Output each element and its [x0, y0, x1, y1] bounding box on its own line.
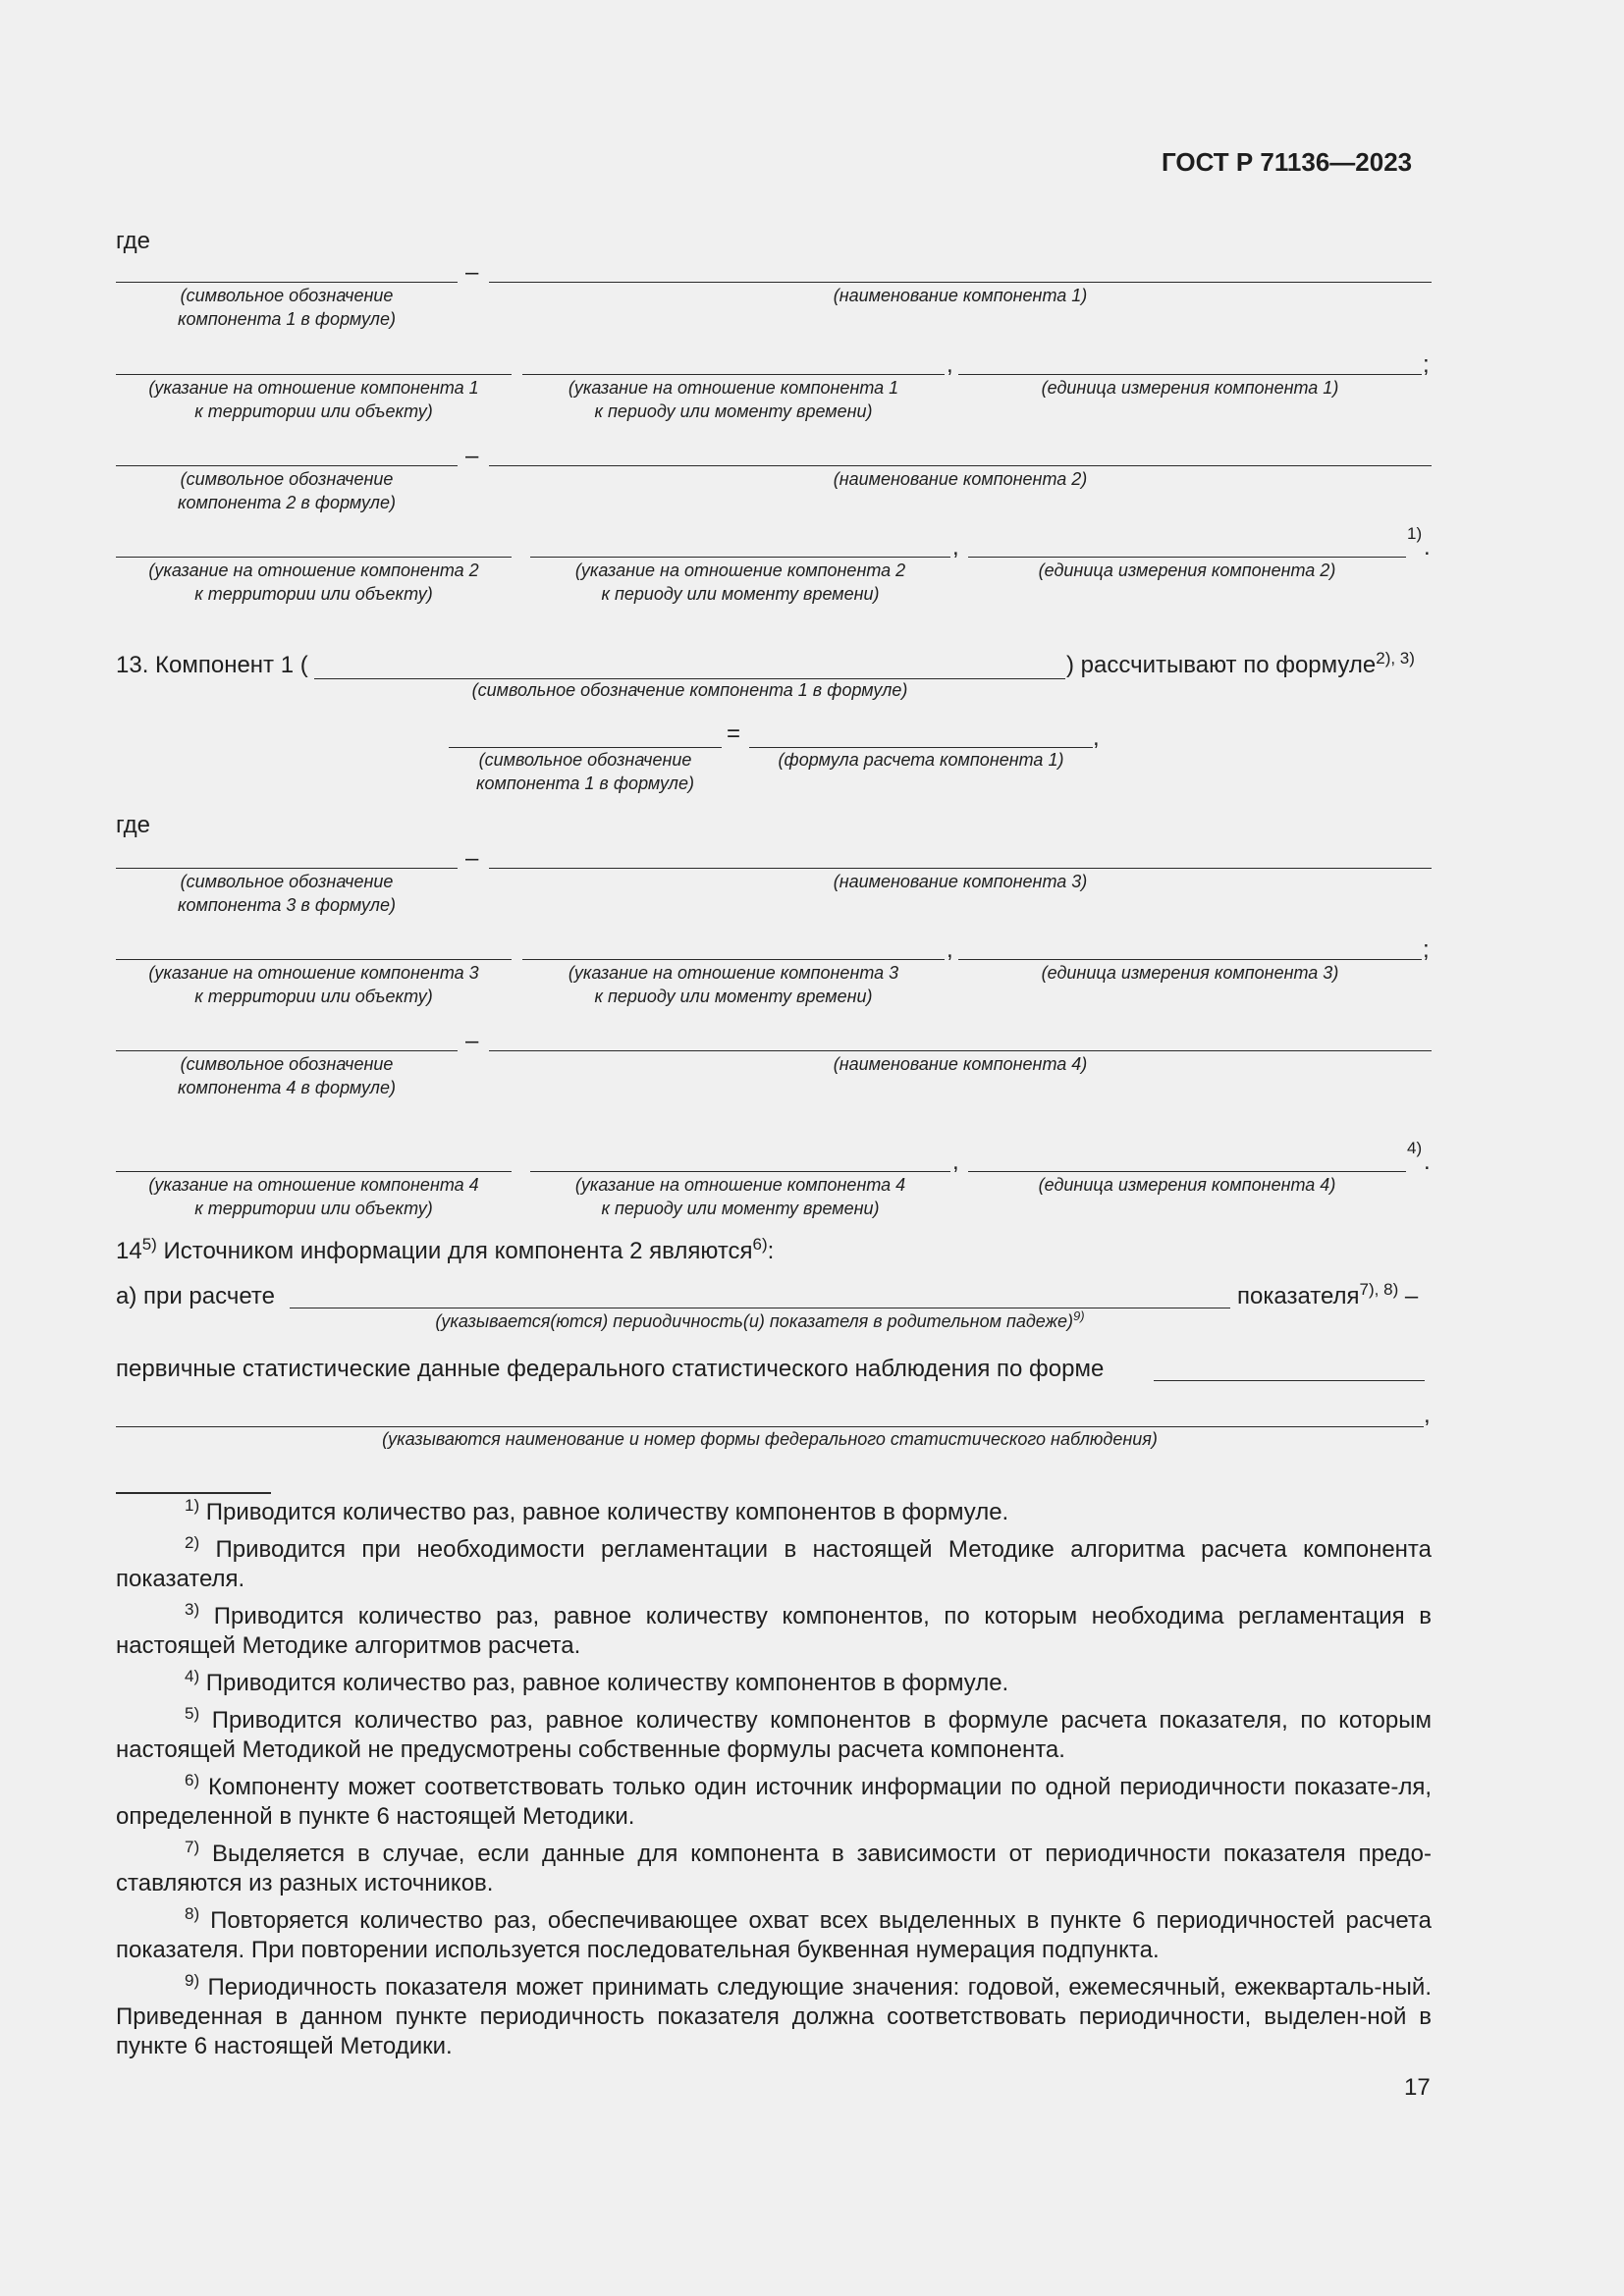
c2-territory-line — [116, 557, 512, 558]
c1-symbol-line — [116, 282, 458, 283]
document-code: ГОСТ Р 71136—2023 — [1162, 147, 1413, 177]
c1-unit-line — [958, 374, 1422, 375]
footnote-1: $^{1)}$ Приводится количество раз, равное количеству компонентов в формуле. — [185, 1496, 1009, 1525]
c1-period-line — [522, 374, 945, 375]
c2-symbol-caption: (символьное обозначение компонента 2 в формуле) — [178, 469, 396, 512]
footnote-separator — [116, 1492, 271, 1494]
c3-unit-line — [958, 959, 1422, 960]
comma: , — [1424, 1402, 1431, 1428]
formula-calc-caption: (формула расчета компонента 1) — [778, 750, 1064, 770]
c3-name-line — [489, 868, 1432, 869]
footnote-3: $^{3)}$ Приводится количество раз, равное количеству компонентов, по которым необходима регламентация в настоящей Методике алгоритмов расчета. — [116, 1600, 1432, 1659]
c4-unit-caption: (единица измерения компонента 4) — [1038, 1175, 1336, 1195]
form-short-line — [1154, 1380, 1425, 1381]
comma: , — [952, 1148, 959, 1175]
c3-territory-line — [116, 959, 512, 960]
dash: – — [465, 845, 479, 872]
comma: , — [947, 351, 953, 378]
c2-name-caption: (наименование компонента 2) — [833, 469, 1088, 489]
item13-prefix: 13. Компонент 1 ( — [116, 652, 308, 678]
c4-unit-line — [968, 1171, 1406, 1172]
item14-a-caption: (указывается(ются) периодичность(и) показателя в родительном падеже)$^{9)}$ — [435, 1308, 1085, 1331]
c4-territory-caption: (указание на отношение компонента 4 к территории или объекту) — [148, 1175, 479, 1218]
item14-a-prefix: а) при расчете — [116, 1283, 275, 1309]
dash: – — [465, 1028, 479, 1054]
period-mark: . — [1424, 534, 1431, 561]
c1-name-line — [489, 282, 1432, 283]
primary-data-text: первичные статистические данные федерального статистического наблюдения по форме — [116, 1356, 1105, 1382]
footnote-2: $^{2)}$ Приводится при необходимости регламентации в настоящей Методике алгоритма расчета компонента показателя. — [116, 1533, 1432, 1592]
item13-suffix: ) рассчитывают по формуле$^{2), 3)}$ — [1066, 649, 1415, 678]
c3-territory-caption: (указание на отношение компонента 3 к территории или объекту) — [148, 963, 479, 1006]
footnote-6: $^{6)}$ Компоненту может соответствовать только один источник информации по одной периодичности показате-ля, определенной в пункте 6 настоящей Методики. — [116, 1771, 1432, 1830]
c4-period-line — [530, 1171, 950, 1172]
item14-a-suffix: показателя$^{7), 8)}$ – — [1237, 1280, 1419, 1309]
c3-unit-caption: (единица измерения компонента 3) — [1041, 963, 1339, 983]
c2-symbol-line — [116, 465, 458, 466]
form-caption: (указываются наименование и номер формы федерального статистического наблюдения) — [382, 1429, 1158, 1449]
c4-name-caption: (наименование компонента 4) — [833, 1054, 1088, 1074]
c4-footnote-ref: 4) — [1407, 1139, 1423, 1157]
c4-symbol-line — [116, 1050, 458, 1051]
dash: – — [465, 443, 479, 469]
footnote-4: $^{4)}$ Приводится количество раз, равное количеству компонентов в формуле. — [185, 1667, 1009, 1696]
c4-symbol-caption: (символьное обозначение компонента 4 в формуле) — [178, 1054, 396, 1097]
comma: , — [947, 936, 953, 963]
c3-period-line — [522, 959, 945, 960]
c1-unit-caption: (единица измерения компонента 1) — [1041, 378, 1339, 398]
formula-symbol-caption: (символьное обозначение компонента 1 в формуле) — [476, 750, 694, 793]
item13-symbol-caption: (символьное обозначение компонента 1 в формуле) — [471, 680, 908, 700]
comma: , — [952, 534, 959, 561]
c3-symbol-line — [116, 868, 458, 869]
c1-period-caption: (указание на отношение компонента 1 к периоду или моменту времени) — [568, 378, 899, 421]
dash: – — [465, 259, 479, 286]
c3-name-caption: (наименование компонента 3) — [833, 872, 1088, 891]
c4-name-line — [489, 1050, 1432, 1051]
where-label: где — [116, 812, 151, 838]
c4-period-caption: (указание на отношение компонента 4 к периоду или моменту времени) — [574, 1175, 906, 1218]
c1-symbol-caption: (символьное обозначение компонента 1 в формуле) — [178, 286, 396, 329]
period-mark: . — [1424, 1148, 1431, 1175]
c2-period-caption: (указание на отношение компонента 2 к периоду или моменту времени) — [574, 561, 906, 604]
semicolon: ; — [1423, 351, 1430, 378]
equals-sign: = — [727, 721, 741, 747]
comma: , — [1093, 724, 1100, 751]
footnote-7: $^{7)}$ Выделяется в случае, если данные для компонента в зависимости от периодичности показателя предо-ставляются из разных источников. — [116, 1838, 1432, 1896]
c2-territory-caption: (указание на отношение компонента 2 к территории или объекту) — [148, 561, 479, 604]
page-number: 17 — [1404, 2074, 1431, 2101]
footnote-9: $^{9)}$ Периодичность показателя может принимать следующие значения: годовой, ежемесячный, ежекварталь-ный. Приведенная в данном пункте периодичность показателя должна соответствовать периодичности, выделен-ной в пункте 6 настоящей Методики. — [116, 1971, 1432, 2059]
c2-name-line — [489, 465, 1432, 466]
semicolon: ; — [1423, 936, 1430, 963]
item14-heading: 14$^{5)}$ Источником информации для компонента 2 являются$^{6)}$: — [116, 1235, 775, 1264]
c1-territory-caption: (указание на отношение компонента 1 к территории или объекту) — [148, 378, 479, 421]
item13-footnote-refs: 2), 3) — [1376, 649, 1415, 667]
where-label: где — [116, 228, 151, 254]
c3-period-caption: (указание на отношение компонента 3 к периоду или моменту времени) — [568, 963, 899, 1006]
c2-footnote-ref: 1) — [1407, 524, 1423, 543]
c1-name-caption: (наименование компонента 1) — [833, 286, 1088, 305]
c2-period-line — [530, 557, 950, 558]
footnote-8: $^{8)}$ Повторяется количество раз, обеспечивающее охват всех выделенных в пункте 6 периодичностей расчета показателя. При повторении используется последовательная буквенная нумерация подпункта. — [116, 1904, 1432, 1963]
c4-territory-line — [116, 1171, 512, 1172]
c1-territory-line — [116, 374, 512, 375]
c2-unit-line — [968, 557, 1406, 558]
c2-unit-caption: (единица измерения компонента 2) — [1038, 561, 1336, 580]
c3-symbol-caption: (символьное обозначение компонента 3 в формуле) — [178, 872, 396, 915]
footnote-5: $^{5)}$ Приводится количество раз, равное количеству компонентов в формуле расчета показателя, по которым настоящей Методикой не предусмотрены собственные формулы расчета компонента. — [116, 1704, 1432, 1763]
